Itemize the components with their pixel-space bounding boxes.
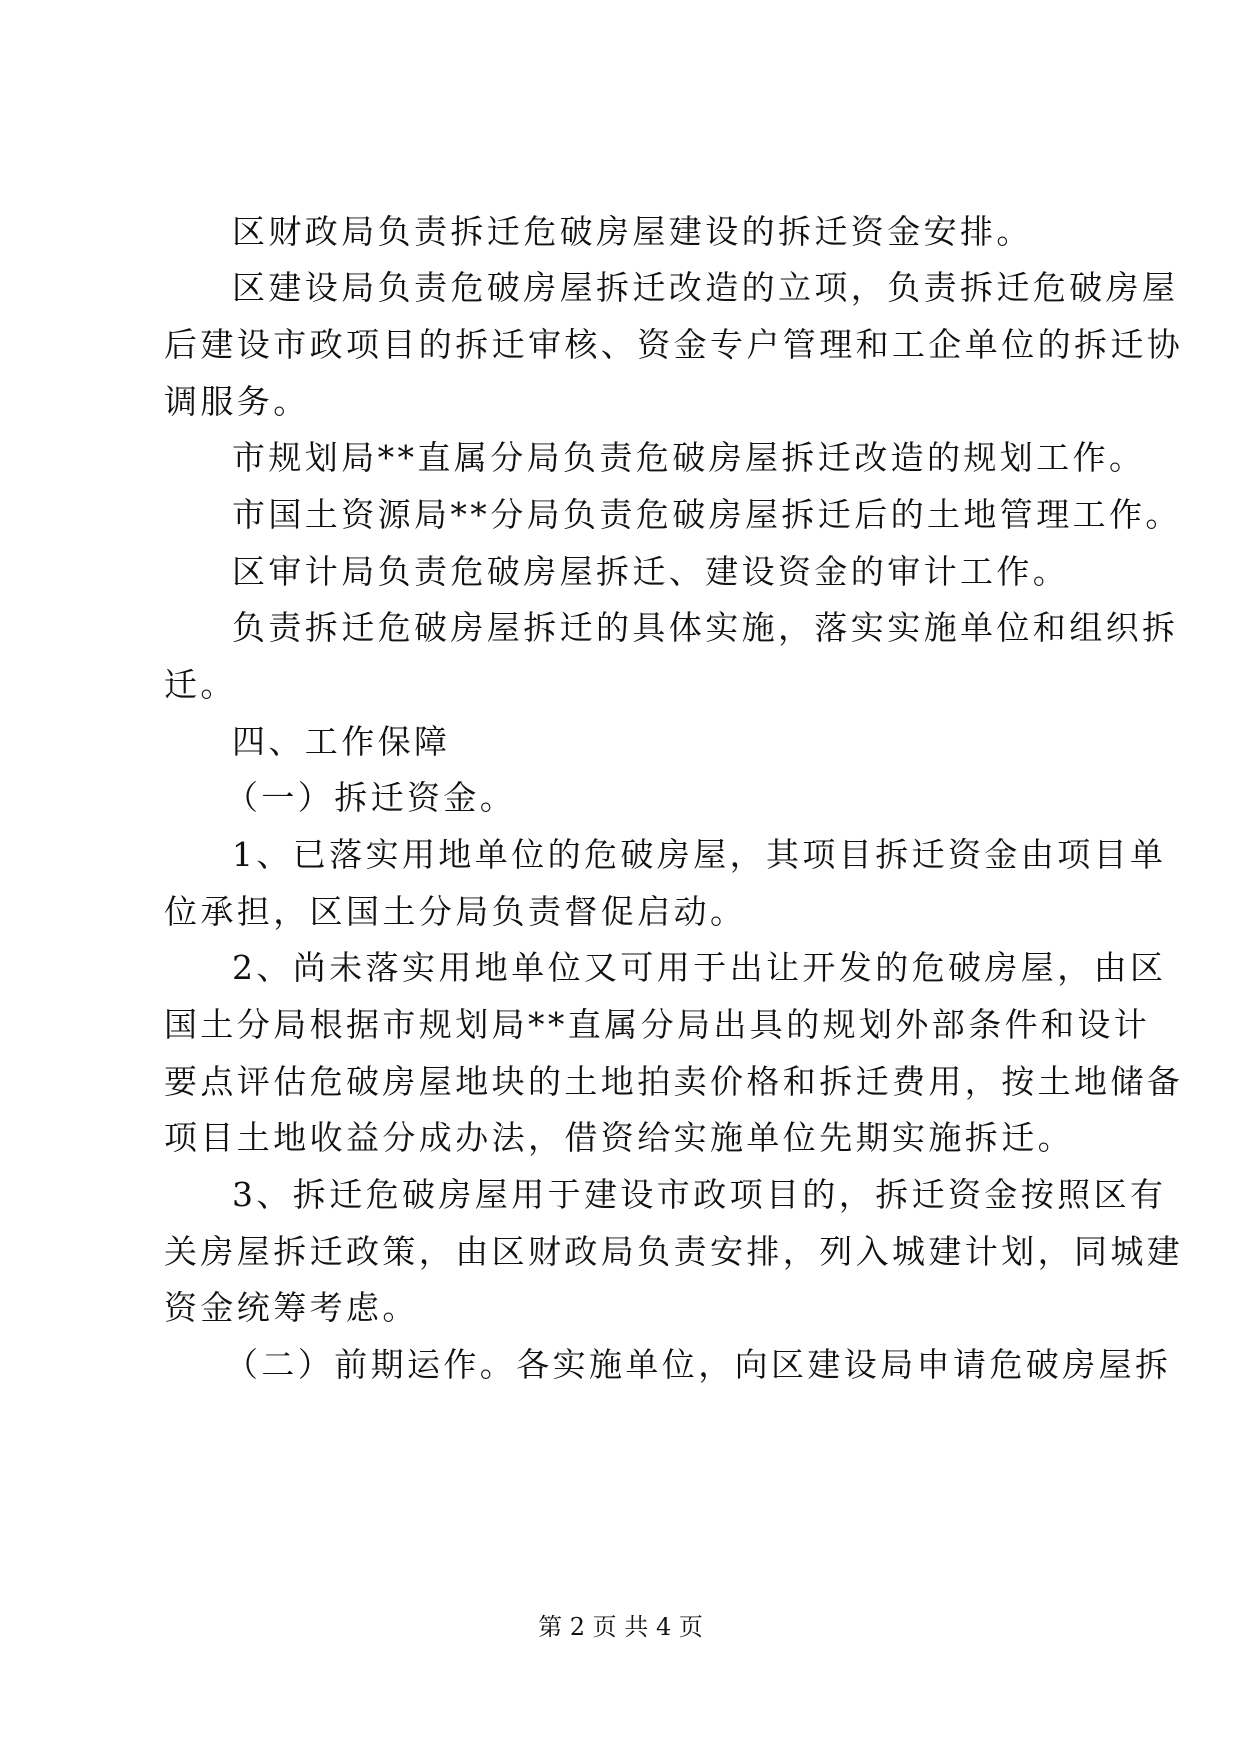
page-footer: 第 2 页 共 4 页 [538,1613,703,1641]
text-line: 关房屋拆迁政策，由区财政局负责安排，列入城建计划，同城建 [164,1232,1184,1271]
text-line: 位承担，区国土分局负责督促启动。 [164,892,747,931]
text-line: 资金统筹考虑。 [164,1288,419,1327]
text-line: 项目土地收益分成办法，借资给实施单位先期实施拆迁。 [164,1118,1074,1157]
text-line: 区审计局负责危破房屋拆迁、建设资金的审计工作。 [232,552,1070,591]
text-line: 后建设市政项目的拆迁审核、资金专户管理和工企单位的拆迁协 [164,325,1184,364]
text-line: 区建设局负责危破房屋拆迁改造的立项，负责拆迁危破房屋 [232,268,1179,307]
text-line: 调服务。 [164,382,310,421]
subsection-heading: （一）拆迁资金。 [225,778,517,817]
text-line: 要点评估危破房屋地块的土地拍卖价格和拆迁费用，按土地储备 [164,1062,1184,1101]
text-line: 1、已落实用地单位的危破房屋，其项目拆迁资金由项目单 [232,835,1167,874]
text-line: 区财政局负责拆迁危破房屋建设的拆迁资金安排。 [232,212,1033,251]
text-line: 迁。 [164,665,237,704]
text-line: 2、尚未落实用地单位又可用于出让开发的危破房屋，由区 [232,948,1167,987]
text-line: 国土分局根据市规划局**直属分局出具的规划外部条件和设计 [164,1005,1151,1044]
text-line: 市规划局**直属分局负责危破房屋拆迁改造的规划工作。 [232,438,1146,477]
text-line: 市国土资源局**分局负责危破房屋拆迁后的土地管理工作。 [232,495,1182,534]
text-line: 负责拆迁危破房屋拆迁的具体实施，落实实施单位和组织拆 [232,608,1179,647]
subsection-heading: （二）前期运作。各实施单位，向区建设局申请危破房屋拆 [225,1345,1172,1384]
section-heading: 四、工作保障 [232,722,451,761]
text-line: 3、拆迁危破房屋用于建设市政项目的，拆迁资金按照区有 [232,1175,1167,1214]
